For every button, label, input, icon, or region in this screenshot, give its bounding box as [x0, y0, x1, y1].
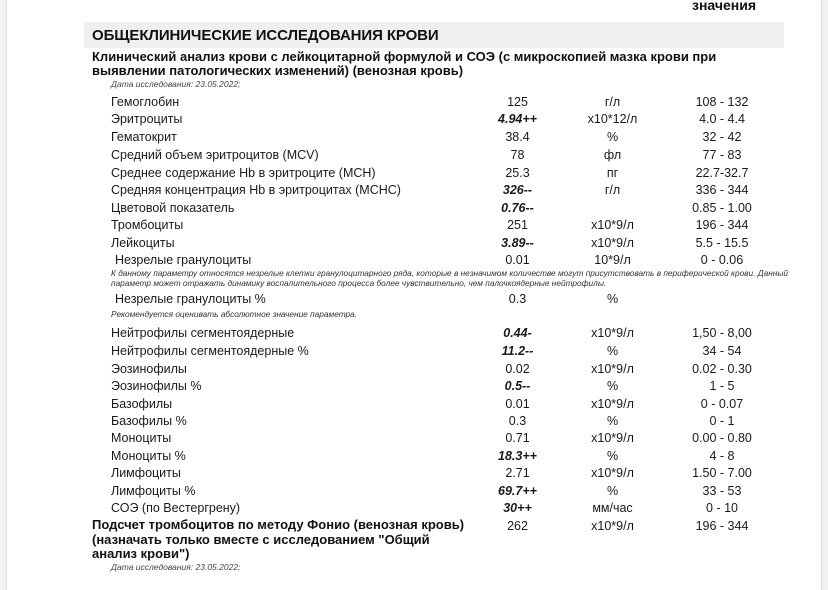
result-unit: x10*9/л — [591, 397, 634, 411]
result-unit: x10*9/л — [591, 236, 634, 250]
table-row — [0, 413, 828, 430]
result-value: 251 — [507, 218, 528, 232]
result-reference: 5.5 - 15.5 — [695, 236, 749, 250]
result-reference: 0.02 - 0.30 — [692, 362, 752, 376]
result-reference: 1,50 - 8,00 — [692, 326, 752, 340]
result-unit: % — [606, 484, 619, 498]
result-unit: г/л — [604, 183, 621, 197]
result-name: Лимфоциты % — [111, 484, 196, 498]
result-reference: 77 - 83 — [702, 148, 742, 162]
result-value: 78 — [510, 148, 525, 162]
table-row — [0, 94, 828, 111]
result-reference: 22.7-32.7 — [695, 166, 749, 180]
table-row — [0, 430, 828, 447]
result-unit: x10*9/л — [591, 431, 634, 445]
test-title-cbc: Клинический анализ крови с лейкоцитарной формулой и СОЭ (с микроскопией мазка крови при выявлении патологических изменений) (венозная кровь) — [92, 49, 717, 78]
table-row — [0, 165, 828, 182]
result-unit: 10*9/л — [594, 253, 631, 267]
result-name: Нейтрофилы сегментоядерные % — [111, 344, 309, 358]
result-value: 0.01 — [505, 253, 530, 267]
result-reference: 0.00 - 0.80 — [692, 431, 752, 445]
table-row — [0, 396, 828, 413]
note-immature-granulocytes-pct: Рекомендуется оценивать абсолютное значение параметра. — [111, 309, 358, 319]
result-value: 0.3 — [508, 292, 527, 306]
result-value: 0.02 — [505, 362, 530, 376]
result-unit: x10*9/л — [591, 218, 634, 232]
result-name: Моноциты — [111, 431, 172, 445]
result-value: 0.3 — [508, 414, 527, 428]
result-name: СОЭ (по Вестергрену) — [111, 501, 241, 515]
result-value: 2.71 — [505, 466, 530, 480]
table-row — [0, 465, 828, 482]
table-row — [0, 235, 828, 252]
test-title-fonio: Подсчет тромбоцитов по методу Фонио (венозная кровь) (назначать только вместе с исследованием "Общий анализ крови") — [92, 517, 465, 561]
result-value: 30++ — [503, 501, 532, 515]
result-name: Цветовой показатель — [111, 201, 235, 215]
result-name: Средний объем эритроцитов (MCV) — [111, 148, 319, 162]
result-reference: 34 - 54 — [702, 344, 742, 358]
result-reference: 4.0 - 4.4 — [699, 112, 745, 126]
result-unit: x10*9/л — [591, 326, 634, 340]
result-value: 125 — [507, 95, 528, 109]
result-reference: 0 - 10 — [706, 501, 738, 515]
test-date: Дата исследования: 23.05.2022; — [111, 79, 241, 89]
result-reference: 196 - 344 — [695, 218, 749, 232]
result-unit: % — [606, 379, 619, 393]
result-unit: % — [606, 130, 619, 144]
table-row — [0, 200, 828, 217]
result-reference: 0 - 0.07 — [700, 397, 744, 411]
table-row — [0, 343, 828, 360]
result-name: Гематокрит — [111, 130, 177, 144]
result-unit: x10*9/л — [591, 519, 634, 533]
table-row — [0, 378, 828, 395]
result-unit: мм/час — [592, 501, 633, 515]
result-unit: % — [606, 292, 619, 306]
result-name: Гемоглобин — [111, 95, 180, 109]
result-name: Базофилы % — [111, 414, 187, 428]
result-value: 38.4 — [505, 130, 530, 144]
result-reference: 4 - 8 — [709, 449, 735, 463]
table-row — [0, 217, 828, 234]
result-value: 0.44- — [503, 326, 532, 340]
result-reference: 108 - 132 — [695, 95, 749, 109]
result-unit: % — [606, 344, 619, 358]
result-name: Эритроциты — [111, 112, 183, 126]
table-row — [0, 252, 828, 269]
result-reference: 0 - 1 — [709, 414, 735, 428]
result-reference: 196 - 344 — [695, 519, 749, 533]
result-name: Эозинофилы % — [111, 379, 202, 393]
result-unit: % — [606, 414, 619, 428]
result-unit: фл — [603, 148, 622, 162]
result-value: 25.3 — [505, 166, 530, 180]
column-header-reference: значения — [692, 0, 756, 13]
result-value: 0.76-- — [501, 201, 534, 215]
result-name: Тромбоциты — [111, 218, 184, 232]
result-name: Незрелые гранулоциты % — [115, 292, 266, 306]
note-immature-granulocytes: К данному параметру относятся незрелые клетки гранулоцитарного ряда, которые в незначимом количестве могут присутствовать в периферической крови. Данный параметр может отражать динамику воспалительного процесса более чувствительно, чем палочкоядерные нейтрофилы. — [111, 268, 789, 288]
result-value: 4.94++ — [498, 112, 537, 126]
result-name: Лейкоциты — [111, 236, 175, 250]
result-value: 0.5-- — [504, 379, 531, 393]
result-unit: x10*9/л — [591, 466, 634, 480]
result-value: 3.89-- — [501, 236, 534, 250]
table-row — [0, 111, 828, 128]
result-value: 18.3++ — [498, 449, 537, 463]
result-value: 326-- — [502, 183, 533, 197]
result-unit: x10*9/л — [591, 362, 634, 376]
table-row — [0, 291, 828, 308]
result-name: Моноциты % — [111, 449, 186, 463]
result-unit: г/л — [604, 95, 621, 109]
table-row — [0, 325, 828, 342]
table-row — [0, 182, 828, 199]
result-reference: 32 - 42 — [702, 130, 742, 144]
table-row — [0, 147, 828, 164]
result-unit: % — [606, 449, 619, 463]
table-row — [0, 500, 828, 517]
result-value: 0.01 — [505, 397, 530, 411]
result-value: 0.71 — [505, 431, 530, 445]
result-reference: 1 - 5 — [709, 379, 735, 393]
result-name: Среднее содержание Hb в эритроците (MCH) — [111, 166, 376, 180]
result-value: 69.7++ — [498, 484, 537, 498]
section-title: ОБЩЕКЛИНИЧЕСКИЕ ИССЛЕДОВАНИЯ КРОВИ — [92, 27, 439, 44]
result-unit: x10*12/л — [587, 112, 638, 126]
table-row — [0, 448, 828, 465]
result-name: Базофилы — [111, 397, 173, 411]
result-reference: 336 - 344 — [695, 183, 749, 197]
result-value: 11.2-- — [501, 344, 534, 358]
result-name: Средняя концентрация Hb в эритроцитах (MCHC) — [111, 183, 401, 197]
result-name: Нейтрофилы сегментоядерные — [111, 326, 295, 340]
result-reference: 33 - 53 — [702, 484, 742, 498]
test-date: Дата исследования: 23.05.2022; — [111, 562, 241, 572]
table-row — [0, 483, 828, 500]
result-value: 262 — [507, 519, 528, 533]
result-name: Эозинофилы — [111, 362, 187, 376]
result-reference: 1.50 - 7.00 — [692, 466, 752, 480]
result-unit: пг — [606, 166, 619, 180]
table-row — [0, 361, 828, 378]
result-reference: 0 - 0.06 — [700, 253, 744, 267]
result-name: Лимфоциты — [111, 466, 181, 480]
result-name: Незрелые гранулоциты — [115, 253, 252, 267]
table-row — [0, 129, 828, 146]
result-reference: 0.85 - 1.00 — [692, 201, 752, 215]
